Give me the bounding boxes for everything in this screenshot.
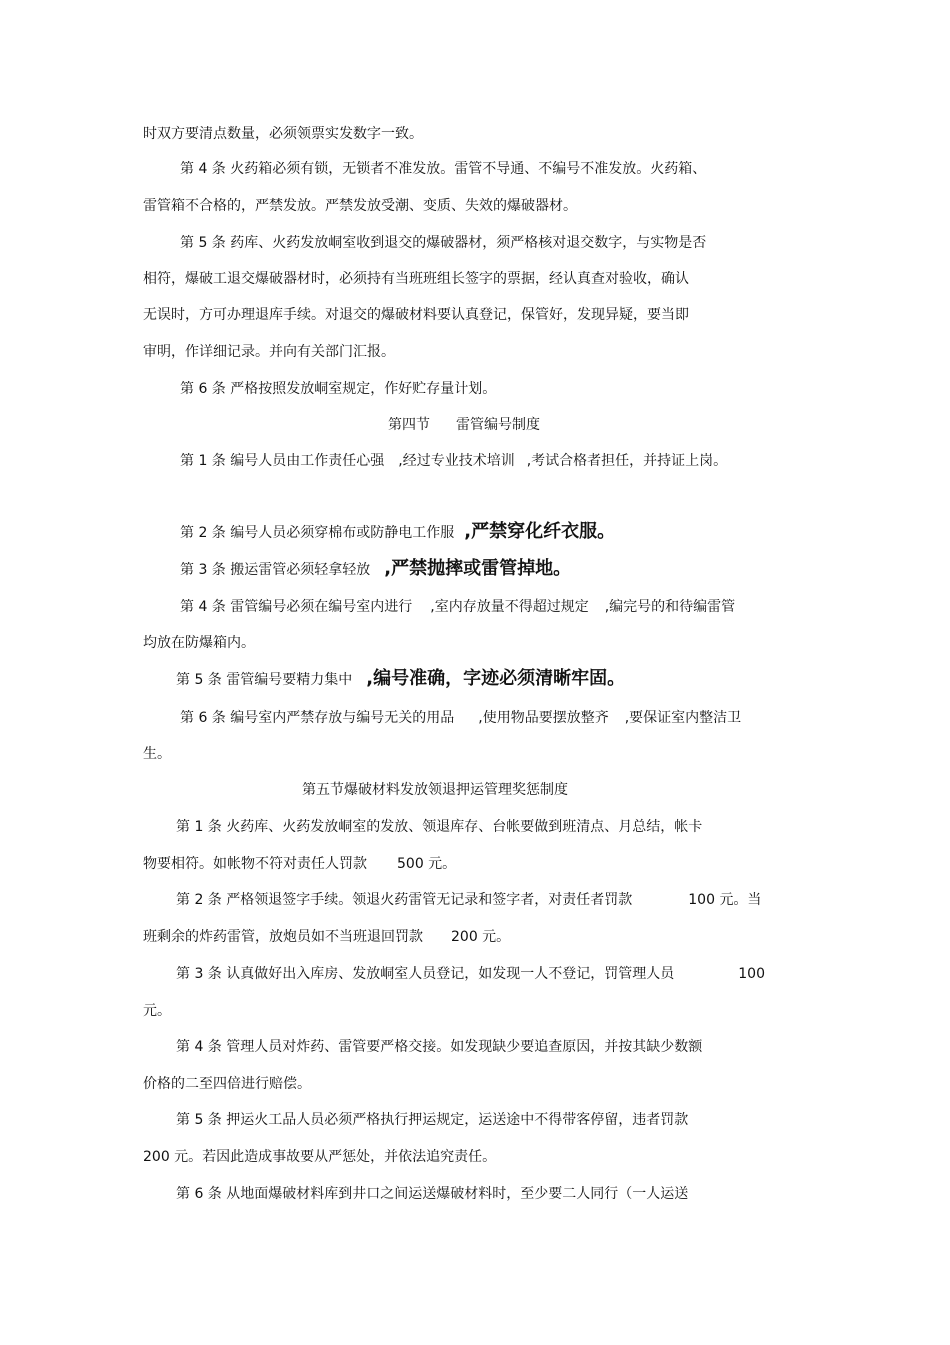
s4-article-3 <box>180 560 571 579</box>
amount-text: 200 元。 <box>451 929 511 945</box>
paragraph-line: 审明，作详细记录。并向有关部门汇报。 <box>143 344 395 360</box>
text-run: ,编完号的和待编雷管 <box>604 599 736 615</box>
s4-article-5 <box>176 670 625 689</box>
s5-article-2 <box>176 891 761 909</box>
s5-article-6: 第 6 条 从地面爆破材料库到井口之间运送爆破材料时，至少要二人同行（一人运送 <box>176 1186 689 1202</box>
text-run: 第 2 条 编号人员必须穿棉布或防静电工作服 <box>180 525 455 541</box>
paragraph-line: 元。 <box>143 1003 171 1019</box>
s4-article-2 <box>180 523 615 542</box>
text-run: 第 6 条 编号室内严禁存放与编号无关的用品 <box>180 710 455 726</box>
s5-article-3 <box>176 965 765 983</box>
text-run: ,要保证室内整洁卫 <box>624 710 742 726</box>
emphasis-text: ,编号准确，字迹必须清晰牢固。 <box>366 668 626 689</box>
paragraph-line: 雷管箱不合格的，严禁发放。严禁发放受潮、变质、失效的爆破器材。 <box>143 198 577 214</box>
paragraph-line: 生。 <box>143 746 171 762</box>
emphasis-text: ,严禁穿化纤衣服。 <box>464 521 616 542</box>
amount-text: 100 <box>738 966 765 982</box>
s4-article-4 <box>180 598 735 616</box>
text-run: 第 1 条 编号人员由工作责任心强 <box>180 453 385 469</box>
paragraph-line <box>143 855 456 873</box>
section-title: 雷管编号制度 <box>456 417 540 433</box>
paragraph-line: 200 元。若因此造成事故要从严惩处，并依法追究责任。 <box>143 1149 497 1165</box>
text-run: 第 2 条 严格领退签字手续。领退火药雷管无记录和签字者，对责任者罚款 <box>176 892 633 908</box>
article-4-line: 第 4 条 火药箱必须有锁，无锁者不准发放。雷管不导通、不编号不准发放。火药箱、 <box>180 161 707 177</box>
s4-article-1 <box>180 452 727 470</box>
section-heading-5: 第五节爆破材料发放领退押运管理奖惩制度 <box>302 782 568 798</box>
article-6-line: 第 6 条 严格按照发放峒室规定，作好贮存量计划。 <box>180 381 497 397</box>
paragraph-line: 相符，爆破工退交爆破器材时，必须持有当班班组长签字的票据，经认真查对验收，确认 <box>143 271 689 287</box>
text-run: ,室内存放量不得超过规定 <box>430 599 589 615</box>
s5-article-1: 第 1 条 火药库、火药发放峒室的发放、领退库存、台帐要做到班清点、月总结，帐卡 <box>176 819 703 835</box>
text-run: 班剩余的炸药雷管，放炮员如不当班退回罚款 <box>143 929 423 945</box>
paragraph-line: 时双方要清点数量，必须领票实发数字一致。 <box>143 126 423 142</box>
text-run: 第 3 条 认真做好出入库房、发放峒室人员登记，如发现一人不登记，罚管理人员 <box>176 966 675 982</box>
emphasis-text: ,严禁抛摔或雷管掉地。 <box>384 558 572 579</box>
text-run: ,使用物品要摆放整齐 <box>478 710 609 726</box>
amount-text: 500 元。 <box>397 856 457 872</box>
section-heading-4 <box>388 416 540 434</box>
s5-article-4: 第 4 条 管理人员对炸药、雷管要严格交接。如发现缺少要追查原因，并按其缺少数额 <box>176 1039 703 1055</box>
section-number: 第四节 <box>388 417 430 433</box>
text-run: 物要相符。如帐物不符对责任人罚款 <box>143 856 367 872</box>
article-5-line: 第 5 条 药库、火药发放峒室收到退交的爆破器材，须严格核对退交数字，与实物是否 <box>180 235 707 251</box>
paragraph-line: 价格的二至四倍进行赔偿。 <box>143 1076 311 1092</box>
text-run: 第 3 条 搬运雷管必须轻拿轻放 <box>180 562 371 578</box>
text-run: ,经过专业技术培训 <box>398 453 515 469</box>
text-run: 第 5 条 雷管编号要精力集中 <box>176 672 353 688</box>
paragraph-line: 无误时，方可办理退库手续。对退交的爆破材料要认真登记，保管好，发现异疑，要当即 <box>143 307 689 323</box>
s5-article-5: 第 5 条 押运火工品人员必须严格执行押运规定，运送途中不得带客停留，违者罚款 <box>176 1112 689 1128</box>
paragraph-line: 均放在防爆箱内。 <box>143 635 255 651</box>
paragraph-line <box>143 928 510 946</box>
s4-article-6 <box>180 709 741 727</box>
text-run: ,考试合格者担任，并持证上岗。 <box>526 453 728 469</box>
amount-text: 100 元。当 <box>688 892 762 908</box>
text-run: 第 4 条 雷管编号必须在编号室内进行 <box>180 599 413 615</box>
